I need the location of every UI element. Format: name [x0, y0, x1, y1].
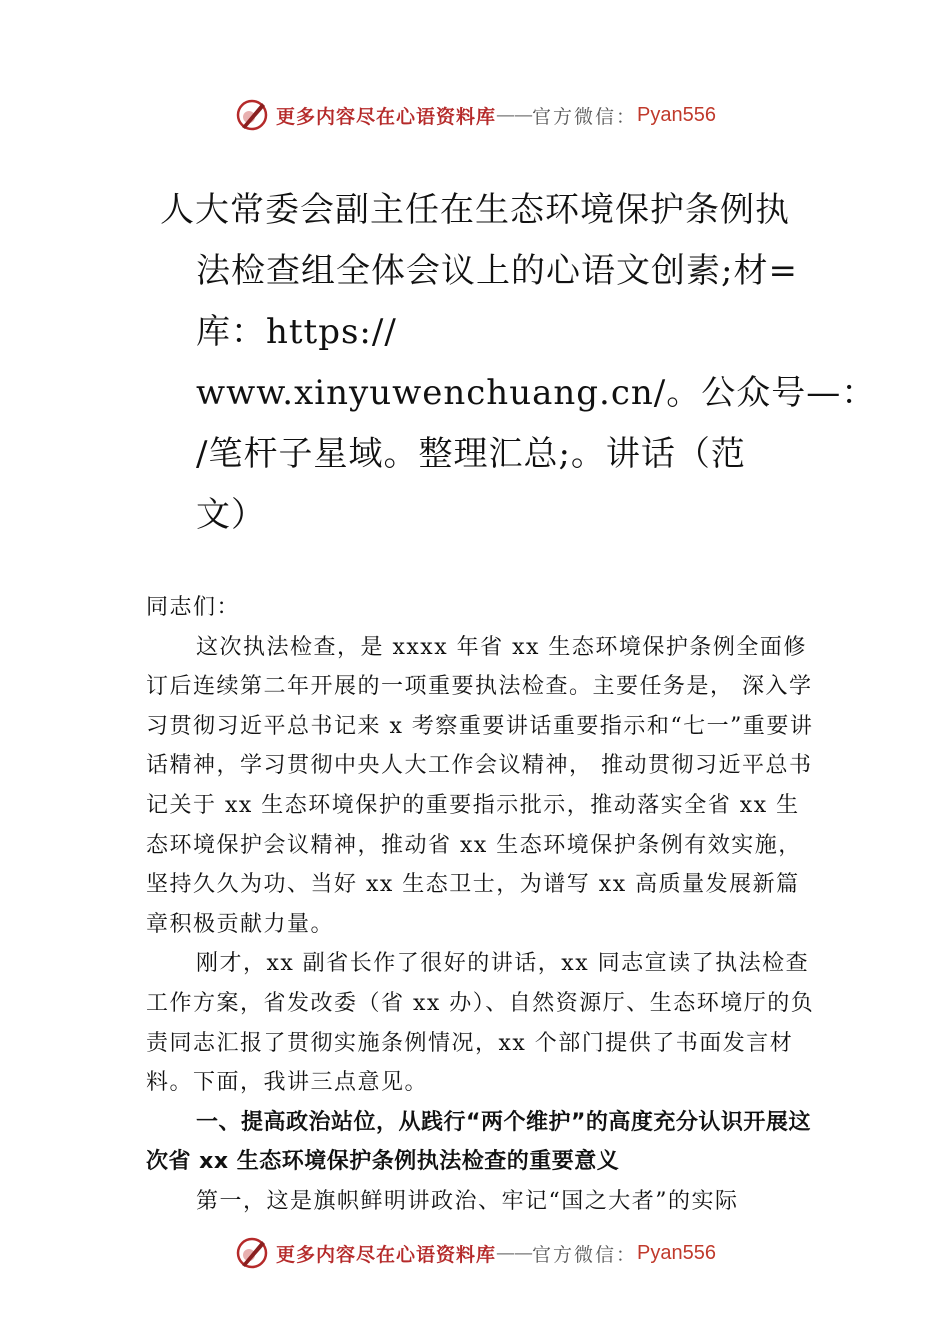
- title-line: /笔杆子星域。整理汇总;。讲话（范: [196, 434, 746, 474]
- banner-wechat-id: Pyan556: [637, 1241, 716, 1264]
- pen-circle-logo-icon: [234, 97, 270, 133]
- section-heading: 一、提高政治站位，从践行“两个维护”的高度充分认识开展这次省 xx 生态环境保护条例执法检查的重要意义: [146, 1109, 811, 1175]
- title-line: 法检查组全体会议上的心语文创素;材=: [196, 251, 798, 291]
- footer-banner: [0, 1233, 950, 1273]
- title-line: 人大常委会副主任在生态环境保护条例执: [160, 190, 790, 230]
- body-paragraph: 这次执法检查，是 xxxx 年省 xx 生态环境保护条例全面修订后连续第二年开展的一项重要执法检查。主要任务是， 深入学习贯彻习近平总书记来 x 考察重要讲话重要指示和“七一”重要讲话精神，学习贯彻中央人大工作会议精神， 推动贯彻习近平总书记关于 xx 生态环境保护的重要指示批示，推动落实全省 xx 生态环境保护会议精神，推动省 xx 生态环境保护条例有效实施，坚持久久为功、当好 xx 生态卫士，为谱写 xx 高质量发展新篇章积极贡献力量。: [146, 634, 814, 937]
- banner-wechat-id: Pyan556: [637, 103, 716, 126]
- document-title: [160, 180, 877, 546]
- salutation: 同志们：: [146, 595, 241, 620]
- body-paragraph: 刚才，xx 副省长作了很好的讲话，xx 同志宣读了执法检查工作方案，省发改委（省 xx 办）、自然资源厅、生态环境厅的负责同志汇报了贯彻实施条例情况，xx 个部门提供了书面发言材料。下面，我讲三点意见。: [146, 951, 815, 1096]
- header-banner: [0, 95, 950, 135]
- banner-dash: ——: [496, 104, 533, 126]
- banner-wechat-label: 官方微信：: [532, 105, 638, 128]
- document-body: [146, 588, 818, 1222]
- pen-circle-logo-icon: [234, 1235, 270, 1271]
- title-line: 文）: [196, 495, 266, 535]
- title-line: 库：https://: [196, 312, 397, 352]
- title-line: www.xinyuwenchuang.cn/。公众号—：: [196, 373, 877, 413]
- banner-wechat-label: 官方微信：: [532, 1243, 638, 1266]
- banner-dash: ——: [496, 1242, 533, 1264]
- body-paragraph: 第一，这是旗帜鲜明讲政治、牢记“国之大者”的实际: [196, 1188, 739, 1214]
- banner-site-text: 更多内容尽在心语资料库: [276, 1243, 497, 1266]
- banner-site-text: 更多内容尽在心语资料库: [276, 105, 497, 128]
